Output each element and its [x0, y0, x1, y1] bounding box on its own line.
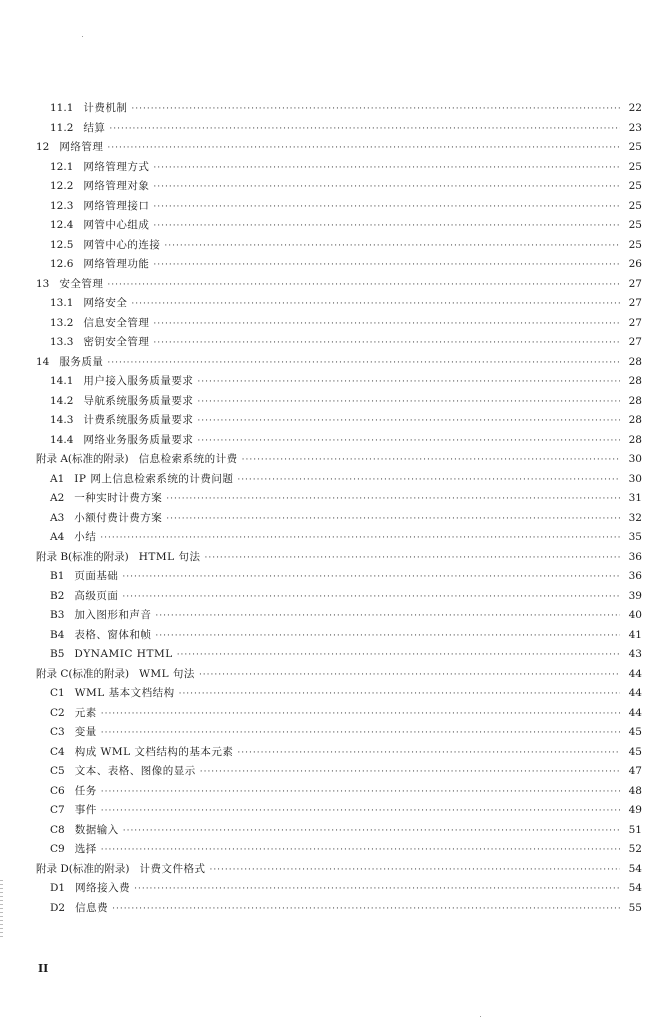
toc-entry	[36, 431, 642, 451]
toc-entry-number: 14.4	[50, 433, 74, 446]
toc-dot-leader	[197, 412, 620, 432]
toc-entry-title: 导航系统服务质量要求	[83, 394, 194, 407]
toc-entry	[36, 372, 642, 392]
toc-entry-number: A2	[50, 492, 65, 504]
toc-entry-number: 12.4	[50, 219, 74, 231]
toc-dot-leader	[131, 295, 620, 315]
toc-entry-number: 13	[36, 277, 50, 290]
toc-entry-number: A4	[50, 531, 65, 543]
toc-entry-page: 28	[628, 394, 642, 407]
toc-entry	[36, 333, 642, 353]
toc-entry	[36, 158, 642, 178]
toc-entry	[36, 177, 642, 197]
toc-entry-number: B5	[50, 648, 65, 660]
toc-dot-leader	[153, 256, 620, 276]
toc-dot-leader	[166, 490, 620, 510]
toc-entry-title: 一种实时计费方案	[74, 492, 163, 504]
toc-entry-page: 47	[628, 765, 642, 777]
toc-entry-page: 35	[628, 531, 642, 543]
toc-entry-page: 41	[628, 628, 642, 641]
toc-entry-number: D1	[50, 882, 66, 894]
toc-entry-number: 附录 B(标准的附录)	[36, 550, 129, 563]
toc-entry	[36, 879, 642, 899]
toc-entry	[36, 99, 642, 119]
toc-entry-title: 数据输入	[74, 823, 119, 836]
toc-entry-page: 40	[628, 609, 642, 621]
toc-dot-leader	[204, 549, 620, 569]
toc-entry-number: B2	[50, 589, 65, 602]
toc-entry-page: 44	[628, 667, 642, 680]
toc-entry-title: 服务质量	[59, 355, 104, 368]
toc-dot-leader	[101, 841, 620, 861]
toc-entry	[36, 645, 642, 665]
toc-dot-leader	[155, 627, 620, 647]
toc-entry-number: 14.3	[50, 414, 74, 426]
toc-entry	[36, 528, 642, 548]
toc-entry	[36, 567, 642, 587]
toc-entry-title: 网管中心组成	[83, 219, 150, 231]
toc-entry-title: 计费机制	[83, 102, 128, 114]
toc-entry-page: 30	[628, 453, 642, 465]
toc-entry-title: DYNAMIC HTML	[74, 648, 173, 660]
toc-entry-number: 12.5	[50, 238, 74, 251]
toc-entry-number: B1	[50, 570, 65, 582]
table-of-contents	[36, 99, 642, 918]
toc-dot-leader	[107, 276, 620, 296]
toc-dot-leader	[199, 666, 620, 686]
toc-entry-number: 11.1	[50, 102, 74, 114]
toc-entry-page: 25	[628, 199, 642, 212]
toc-entry-title: 变量	[74, 726, 97, 738]
toc-entry	[36, 138, 642, 158]
toc-entry-title: 用户接入服务质量要求	[83, 375, 194, 387]
toc-dot-leader	[177, 646, 620, 666]
toc-entry-title: 网管中心的连接	[83, 238, 161, 251]
toc-entry-page: 55	[628, 901, 642, 914]
toc-entry-title: 安全管理	[59, 277, 104, 290]
toc-entry	[36, 275, 642, 295]
toc-entry-number: C8	[50, 823, 65, 836]
toc-entry-number: 附录 C(标准的附录)	[36, 667, 130, 680]
toc-entry-title: 小结	[74, 531, 97, 543]
toc-dot-leader	[237, 744, 620, 764]
toc-entry-page: 25	[628, 141, 642, 153]
toc-entry-number: C6	[50, 784, 65, 797]
toc-entry-number: B3	[50, 609, 65, 621]
toc-entry-title: 网络业务服务质量要求	[83, 433, 194, 446]
toc-dot-leader	[242, 451, 620, 471]
toc-entry-page: 26	[628, 258, 642, 270]
toc-entry-title: 网络管理方式	[83, 160, 150, 173]
toc-entry-page: 54	[628, 862, 642, 875]
toc-entry-number: B4	[50, 628, 65, 641]
toc-entry-number: 11.2	[50, 121, 74, 134]
toc-entry-page: 27	[628, 297, 642, 309]
toc-dot-leader	[153, 178, 620, 198]
toc-entry-title: 任务	[74, 784, 97, 797]
toc-entry	[36, 684, 642, 704]
toc-entry-title: 文本、表格、图像的显示	[74, 765, 196, 777]
toc-dot-leader	[179, 685, 620, 705]
toc-entry-number: C4	[50, 745, 65, 758]
toc-dot-leader	[101, 802, 620, 822]
toc-entry	[36, 450, 642, 470]
toc-entry-page: 28	[628, 433, 642, 446]
toc-entry	[36, 821, 642, 841]
toc-dot-leader	[101, 783, 620, 803]
toc-entry	[36, 470, 642, 490]
toc-entry-title: 结算	[83, 121, 106, 134]
toc-dot-leader	[122, 588, 620, 608]
toc-entry-title: 密钥安全管理	[83, 336, 150, 348]
toc-entry-page: 48	[628, 784, 642, 797]
toc-entry	[36, 216, 642, 236]
toc-entry-title: IP 网上信息检索系统的计费问题	[74, 472, 234, 485]
toc-entry-number: 14	[36, 355, 50, 368]
toc-entry	[36, 762, 642, 782]
toc-entry	[36, 743, 642, 763]
toc-entry	[36, 723, 642, 743]
toc-entry	[36, 782, 642, 802]
toc-entry-title: 表格、窗体和帧	[74, 628, 152, 641]
toc-dot-leader	[197, 373, 620, 393]
toc-entry-number: D2	[50, 901, 66, 914]
toc-dot-leader	[209, 861, 620, 881]
toc-entry-page: 25	[628, 180, 642, 192]
toc-entry-title: 加入图形和声音	[74, 609, 152, 621]
toc-entry	[36, 899, 642, 919]
toc-entry	[36, 411, 642, 431]
toc-entry-page: 23	[628, 121, 642, 134]
toc-entry-page: 43	[628, 648, 642, 660]
toc-dot-leader	[109, 120, 620, 140]
toc-entry-title: 构成 WML 文档结构的基本元素	[74, 745, 234, 758]
scan-edge-mark	[0, 880, 3, 940]
toc-dot-leader	[197, 393, 620, 413]
toc-entry-title: 事件	[74, 804, 97, 816]
toc-entry-number: C3	[50, 726, 65, 738]
toc-entry	[36, 119, 642, 139]
toc-entry-number: 13.3	[50, 336, 74, 348]
toc-entry-number: 14.1	[50, 375, 74, 387]
toc-entry-number: 12.2	[50, 180, 74, 192]
toc-entry-page: 32	[628, 511, 642, 524]
toc-entry-page: 49	[628, 804, 642, 816]
toc-entry-page: 54	[628, 882, 642, 894]
toc-entry	[36, 314, 642, 334]
toc-entry-number: C7	[50, 804, 65, 816]
toc-entry-title: 元素	[74, 706, 97, 719]
toc-entry	[36, 255, 642, 275]
toc-entry	[36, 626, 642, 646]
toc-entry-page: 39	[628, 589, 642, 602]
toc-entry	[36, 197, 642, 217]
toc-entry	[36, 353, 642, 373]
toc-entry	[36, 509, 642, 529]
toc-entry-number: C1	[50, 687, 65, 699]
toc-entry-title: 网络管理对象	[83, 180, 150, 192]
toc-dot-leader	[153, 334, 620, 354]
toc-entry-page: 27	[628, 277, 642, 290]
toc-entry-title: 网络安全	[83, 297, 128, 309]
toc-dot-leader	[153, 217, 620, 237]
toc-entry-number: 12	[36, 141, 50, 153]
toc-dot-leader	[166, 510, 620, 530]
toc-entry-title: 高级页面	[74, 589, 119, 602]
toc-dot-leader	[197, 432, 620, 452]
toc-entry-page: 45	[628, 745, 642, 758]
toc-entry-title: 计费系统服务质量要求	[83, 414, 194, 426]
toc-dot-leader	[131, 100, 620, 120]
toc-entry-number: 14.2	[50, 394, 74, 407]
toc-dot-leader	[155, 607, 620, 627]
toc-entry-title: 页面基础	[74, 570, 119, 582]
toc-entry-number: A1	[50, 472, 65, 485]
toc-entry-title: 计费文件格式	[139, 862, 206, 875]
toc-entry-title: 信息费	[75, 901, 109, 914]
toc-entry-page: 45	[628, 726, 642, 738]
toc-entry-title: 网络管理	[59, 141, 104, 153]
toc-entry-page: 44	[628, 687, 642, 699]
toc-entry-page: 31	[628, 492, 642, 504]
toc-entry-title: 网络管理接口	[83, 199, 150, 212]
toc-entry-title: WML 基本文档结构	[74, 687, 175, 699]
toc-entry-page: 22	[628, 102, 642, 114]
toc-entry	[36, 860, 642, 880]
toc-entry-page: 28	[628, 355, 642, 368]
toc-entry	[36, 606, 642, 626]
toc-dot-leader	[123, 822, 620, 842]
toc-entry-title: 小额付费计费方案	[74, 511, 163, 524]
toc-entry	[36, 236, 642, 256]
toc-entry-page: 28	[628, 375, 642, 387]
toc-dot-leader	[237, 471, 620, 491]
toc-entry-title: HTML 句法	[138, 550, 201, 563]
toc-entry-number: 13.1	[50, 297, 74, 309]
toc-entry	[36, 392, 642, 412]
toc-entry-page: 25	[628, 238, 642, 251]
toc-dot-leader	[122, 568, 620, 588]
toc-entry-number: 12.3	[50, 199, 74, 212]
toc-entry-title: 信息安全管理	[83, 316, 150, 329]
toc-entry-number: C2	[50, 706, 65, 719]
toc-entry-page: 36	[628, 570, 642, 582]
toc-entry-number: 12.6	[50, 258, 74, 270]
toc-entry	[36, 801, 642, 821]
toc-entry	[36, 840, 642, 860]
toc-entry-page: 25	[628, 160, 642, 173]
toc-entry-number: 12.1	[50, 160, 74, 173]
toc-entry-number: 附录 D(标准的附录)	[36, 862, 130, 875]
toc-entry-page: 52	[628, 843, 642, 855]
toc-entry-title: WML 句法	[139, 667, 195, 680]
toc-entry-page: 27	[628, 336, 642, 348]
toc-dot-leader	[107, 139, 620, 159]
toc-entry-page: 44	[628, 706, 642, 719]
toc-dot-leader	[153, 315, 620, 335]
toc-entry-page: 27	[628, 316, 642, 329]
toc-entry-number: C9	[50, 843, 65, 855]
toc-dot-leader	[107, 354, 620, 374]
toc-entry-title: 网络接入费	[75, 882, 131, 894]
toc-dot-leader	[134, 880, 620, 900]
toc-dot-leader	[153, 159, 620, 179]
toc-entry	[36, 665, 642, 685]
toc-entry	[36, 587, 642, 607]
toc-entry	[36, 704, 642, 724]
toc-entry-number: C5	[50, 765, 65, 777]
toc-entry	[36, 294, 642, 314]
scan-speck	[82, 36, 83, 37]
toc-dot-leader	[153, 198, 620, 218]
toc-entry-title: 网络管理功能	[83, 258, 150, 270]
toc-dot-leader	[100, 529, 620, 549]
toc-dot-leader	[164, 237, 620, 257]
toc-entry-title: 信息检索系统的计费	[138, 453, 238, 465]
toc-dot-leader	[112, 900, 620, 920]
toc-entry-number: 附录 A(标准的附录)	[36, 453, 129, 465]
toc-dot-leader	[200, 763, 620, 783]
toc-entry-number: 13.2	[50, 316, 74, 329]
toc-dot-leader	[101, 705, 620, 725]
toc-entry-page: 25	[628, 219, 642, 231]
toc-entry-number: A3	[50, 511, 65, 524]
toc-entry-page: 28	[628, 414, 642, 426]
toc-entry-page: 36	[628, 550, 642, 563]
toc-dot-leader	[101, 724, 620, 744]
page-number: II	[38, 962, 49, 975]
toc-entry	[36, 489, 642, 509]
toc-entry-page: 30	[628, 472, 642, 485]
scan-speck	[480, 1016, 481, 1017]
toc-entry	[36, 548, 642, 568]
toc-entry-page: 51	[628, 823, 642, 836]
toc-entry-title: 选择	[74, 843, 97, 855]
